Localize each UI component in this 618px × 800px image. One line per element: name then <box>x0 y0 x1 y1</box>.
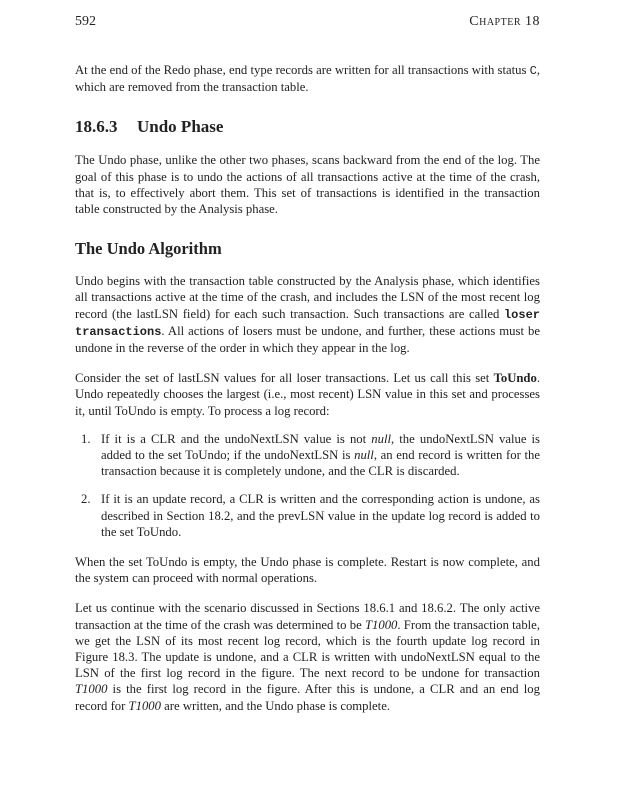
algorithm-paragraph-3: When the set ToUndo is empty, the Undo phase is complete. Restart is now complete, and the system can proceed with normal operations. <box>75 555 540 586</box>
algorithm-paragraph-1: Undo begins with the transaction table constructed by the Analysis phase, which identifies all transactions active at the time of the crash, and includes the LSN of the most recent log record (the lastLSN field) for each such transaction. Such transactions are called loser transactions. All actions of losers must be undone, and further, these actions must be undone in the reverse of the order in which they appear in the log. <box>75 274 540 356</box>
page-body <box>75 62 540 714</box>
intro-paragraph: At the end of the Redo phase, end type records are written for all transactions with status C, which are removed from the transaction table. <box>75 63 540 95</box>
toundo-term: ToUndo <box>493 371 537 386</box>
section-heading <box>75 117 540 137</box>
list-item: 1. If it is a CLR and the undoNextLSN value is not null, the undoNextLSN value is added to the set ToUndo; if the undoNextLSN is null, an end record is written for the transaction because it is completely undone, and the CLR is discarded. <box>81 431 541 479</box>
chapter-label: Chapter 18 <box>469 14 540 29</box>
status-code: C <box>529 64 537 78</box>
running-header <box>75 14 540 34</box>
loser-transactions-term: loser transactions <box>75 307 540 339</box>
scenario-paragraph: Let us continue with the scenario discussed in Sections 18.6.1 and 18.6.2. The only active transaction at the time of the crash was determined to be T1000. From the transaction table, we get the LSN of its most recent log record, which is the fourth update log record in Figure 18.3. The update is undone, and a CLR is written with undoNextLSN equal to the LSN of the first log record in the figure. The next record to be undone for transaction T1000 is the first log record in the figure. After this is undone, a CLR and an end log record for T1000 are written, and the Undo phase is complete. <box>75 601 540 713</box>
processing-steps-list <box>75 431 540 540</box>
list-item: 2. If it is an update record, a CLR is written and the corresponding action is undone, as described in Section 18.2, and the prevLSN value in the update log record is added to the set ToUndo. <box>81 492 540 539</box>
subsection-heading: The Undo Algorithm <box>75 239 222 259</box>
page-number: 592 <box>75 14 96 29</box>
undo-phase-paragraph: The Undo phase, unlike the other two phases, scans backward from the end of the log. The goal of this phase is to undo the actions of all transactions active at the time of the crash, that is, to effectively abort them. This set of transactions is identified in the transaction table constructed by the Analysis phase. <box>75 153 540 217</box>
section-title: Undo Phase <box>137 117 224 137</box>
algorithm-paragraph-2: Consider the set of lastLSN values for all loser transactions. Let us call this set ToUndo. Undo repeatedly chooses the largest (i.e., most recent) LSN value in this set and processes it, until ToUndo is empty. To process a log record: <box>75 371 540 418</box>
section-number: 18.6.3 <box>75 117 118 137</box>
